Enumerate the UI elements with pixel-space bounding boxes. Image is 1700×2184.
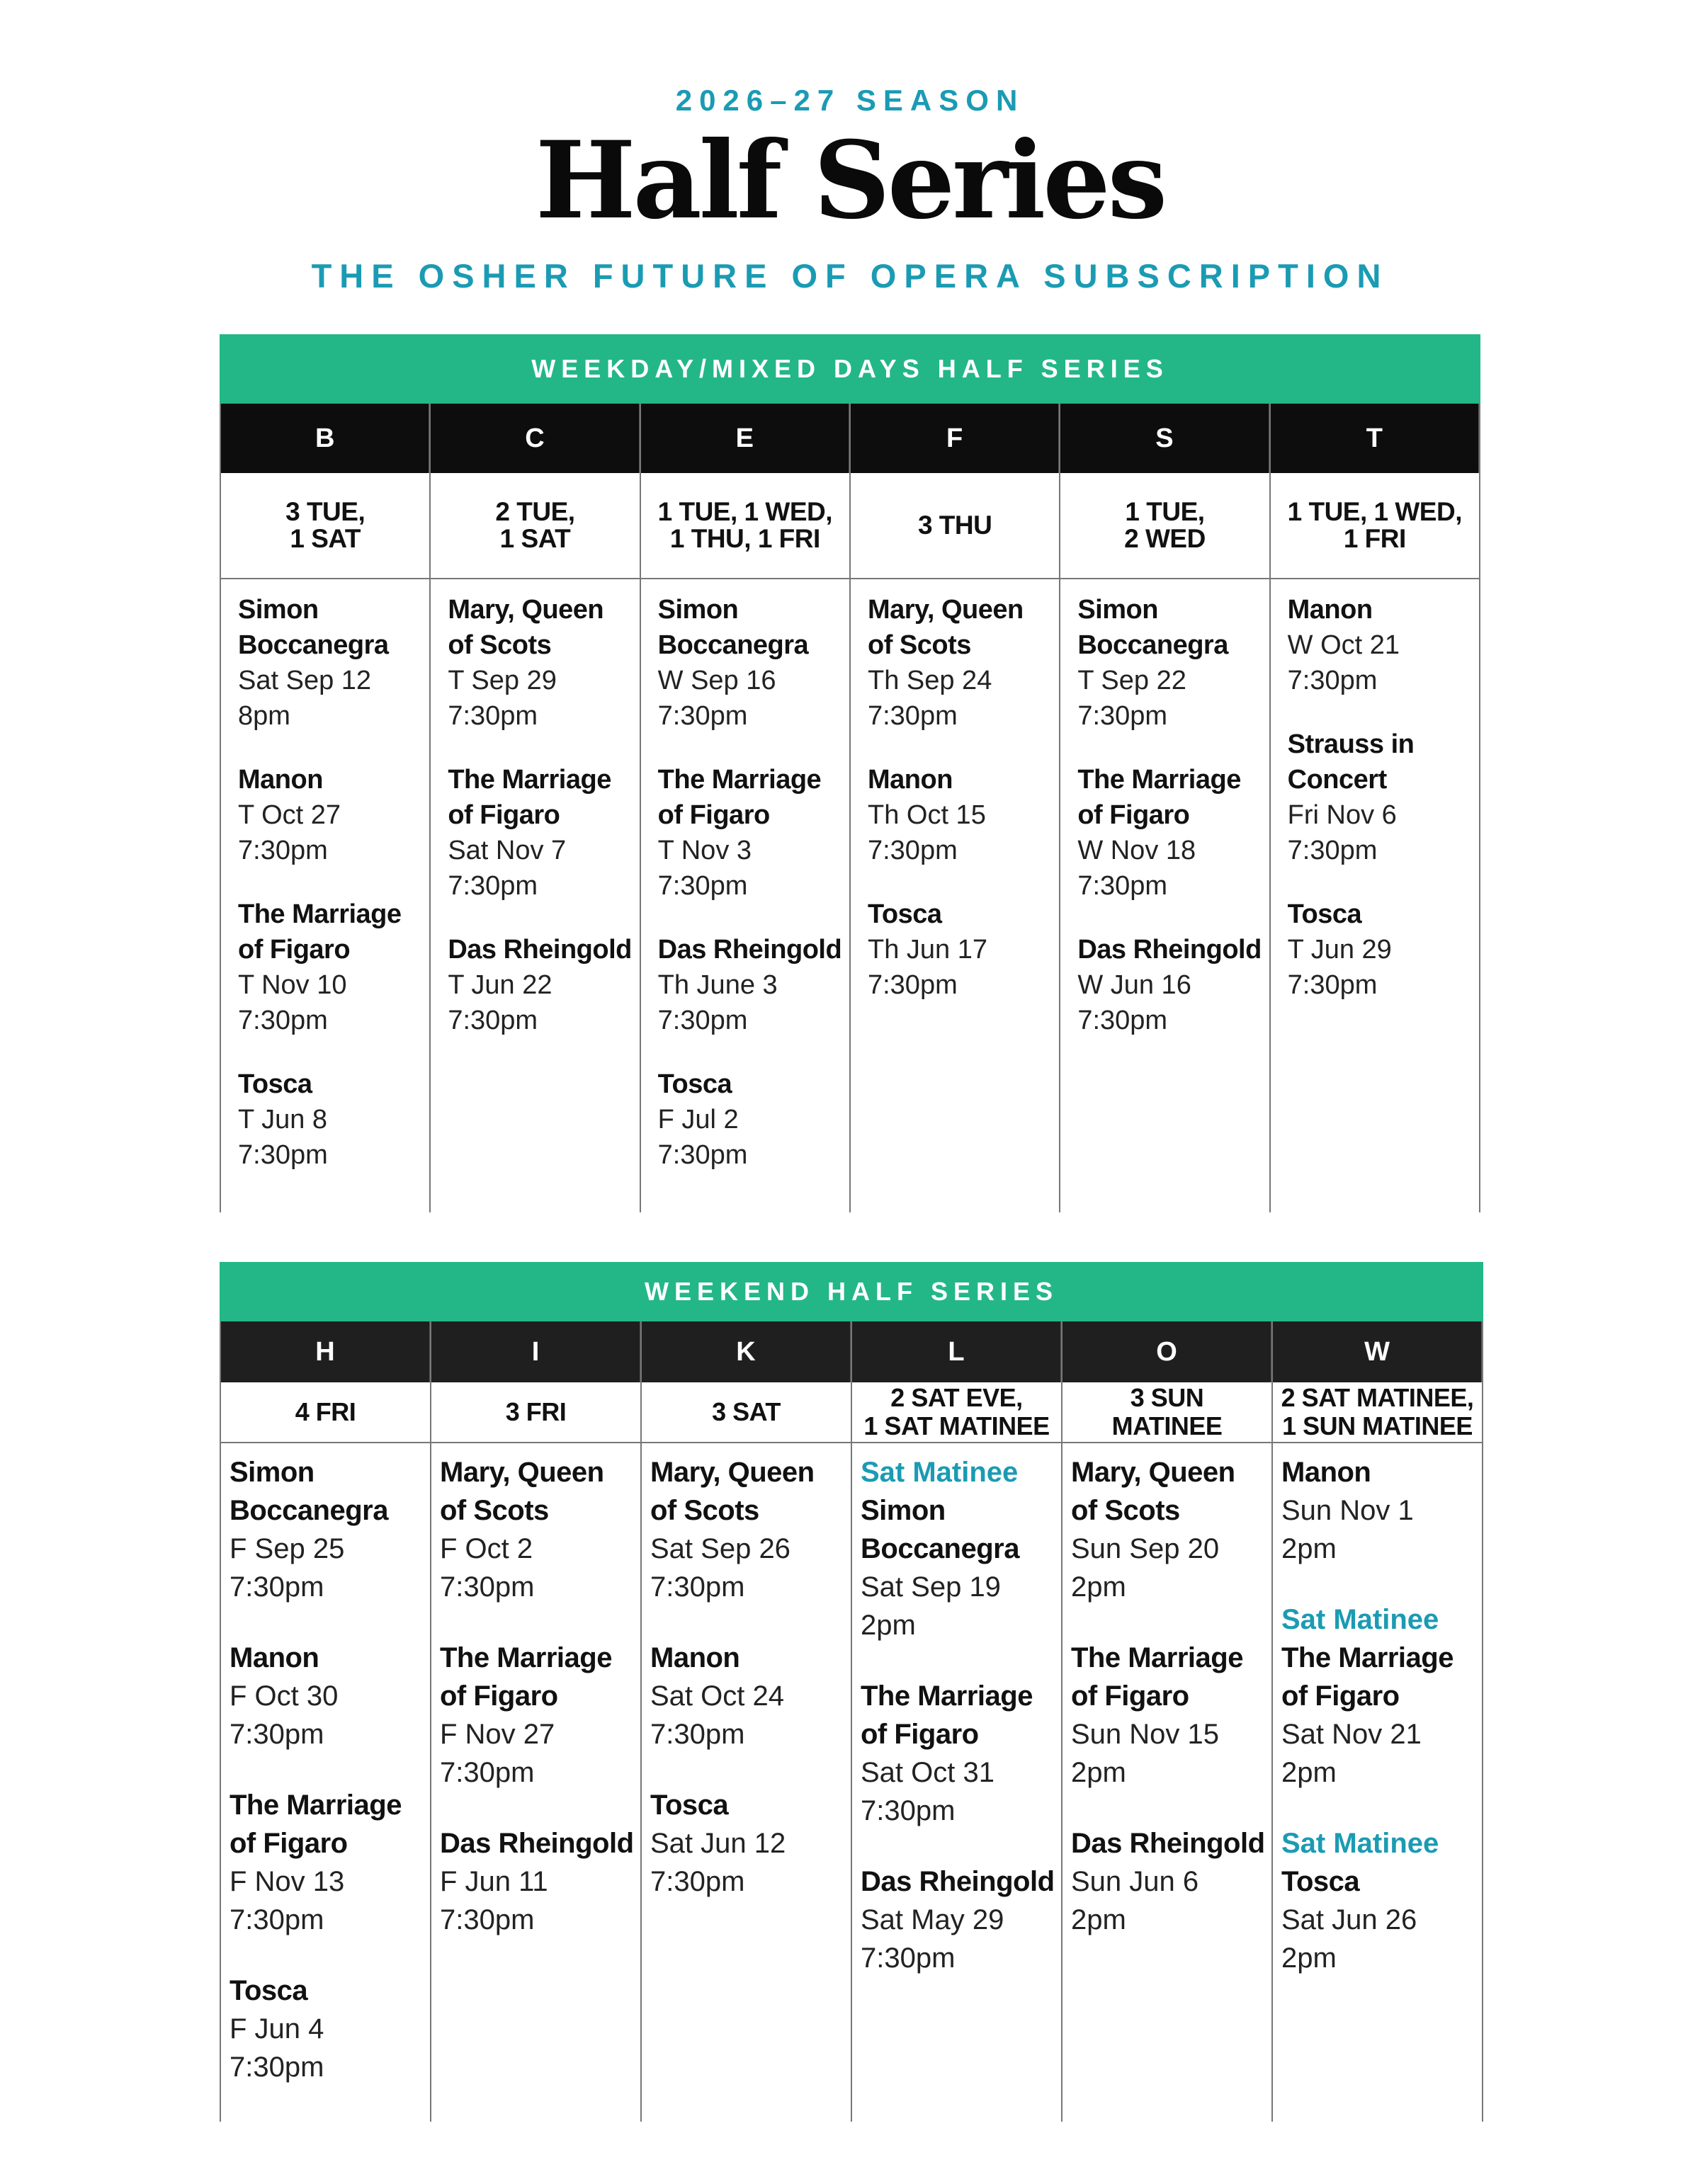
series-column	[221, 1321, 431, 2122]
performance-item	[658, 592, 849, 734]
matinee-label: Sat Matinee	[1281, 1604, 1439, 1635]
opera-title: The Marriage of Figaro	[657, 765, 822, 830]
performance-time: 7:30pm	[230, 2052, 324, 2083]
performance-time: 2pm	[1281, 1533, 1337, 1564]
performance-time: 7:30pm	[1077, 1006, 1168, 1035]
performance-time: 7:30pm	[230, 1719, 324, 1750]
series-code: S	[1060, 404, 1269, 473]
performance-item	[440, 1639, 640, 1792]
performance-date: F Oct 2	[440, 1533, 533, 1564]
performance-time: 7:30pm	[657, 1006, 748, 1035]
performance-date: T Sep 22	[1077, 666, 1186, 695]
opera-title: Simon Boccanegra	[1077, 595, 1228, 660]
series-column	[1062, 1321, 1273, 2122]
opera-title: Simon Boccanegra	[230, 1457, 388, 1526]
performance-time: 7:30pm	[657, 871, 748, 901]
performance-time: 8pm	[238, 701, 290, 731]
performance-item	[868, 897, 1059, 1003]
performance-item	[1288, 897, 1479, 1003]
performance-date: F Jun 4	[230, 2013, 324, 2044]
performance-time: 7:30pm	[650, 1571, 745, 1603]
performance-date: T Jun 22	[448, 970, 552, 1000]
opera-title: The Marriage of Figaro	[1281, 1642, 1454, 1712]
series-column	[851, 404, 1060, 1212]
performance-time: 7:30pm	[867, 701, 958, 731]
performance-date: Sun Nov 1	[1281, 1495, 1414, 1526]
performance-item	[650, 1786, 851, 1901]
performance-date: T Jun 29	[1287, 935, 1392, 965]
performance-list	[641, 579, 849, 1212]
performance-item	[1281, 1453, 1482, 1568]
performance-time: 7:30pm	[230, 1904, 324, 1935]
performance-time: 7:30pm	[440, 1757, 535, 1788]
series-days: 3 THU	[851, 473, 1059, 579]
performance-time: 2pm	[1071, 1757, 1126, 1788]
opera-title: Tosca	[238, 1069, 312, 1099]
performance-date: W Jun 16	[1077, 970, 1191, 1000]
series-days: 2 SAT EVE, 1 SAT MATINEE	[852, 1382, 1061, 1443]
performance-time: 2pm	[1071, 1571, 1126, 1603]
performance-date: Th Jun 17	[867, 935, 987, 965]
performance-time: 7:30pm	[448, 1006, 538, 1035]
performance-item	[1288, 727, 1479, 868]
performance-item	[658, 932, 849, 1038]
series-column	[852, 1321, 1062, 2122]
performance-time: 7:30pm	[238, 836, 328, 865]
performance-list	[642, 1443, 851, 2122]
performance-time: 7:30pm	[861, 1943, 956, 1974]
opera-title: Manon	[238, 765, 323, 795]
performance-date: T Sep 29	[448, 666, 557, 695]
opera-title: The Marriage of Figaro	[1077, 765, 1241, 830]
performance-item	[658, 1067, 849, 1173]
performance-item	[650, 1639, 851, 1753]
series-days: 2 TUE, 1 SAT	[431, 473, 639, 579]
performance-date: Fri Nov 6	[1287, 800, 1397, 830]
performance-date: F Jun 11	[440, 1866, 548, 1897]
page-subtitle: THE OSHER FUTURE OF OPERA SUBSCRIPTION	[311, 257, 1389, 295]
performance-time: 7:30pm	[448, 871, 538, 901]
performance-item	[861, 1677, 1061, 1830]
performance-date: W Oct 21	[1287, 630, 1400, 660]
performance-time: 7:30pm	[861, 1795, 956, 1826]
opera-title: Tosca	[1281, 1866, 1360, 1897]
performance-time: 2pm	[1071, 1904, 1126, 1935]
opera-title: Simon Boccanegra	[238, 595, 389, 660]
performance-date: Sat Sep 26	[650, 1533, 790, 1564]
performance-time: 7:30pm	[867, 970, 958, 1000]
performance-date: F Nov 27	[440, 1719, 555, 1750]
opera-title: Manon	[230, 1642, 319, 1673]
performance-item	[1288, 592, 1479, 698]
opera-title: Manon	[1281, 1457, 1371, 1488]
performance-time: 7:30pm	[657, 1140, 748, 1170]
opera-title: Mary, Queen of Scots	[448, 595, 604, 660]
performance-list	[221, 1443, 430, 2122]
opera-title: Das Rheingold	[440, 1828, 634, 1859]
series-code: H	[221, 1321, 430, 1382]
matinee-label: Sat Matinee	[861, 1457, 1019, 1488]
performance-list	[1271, 579, 1479, 1212]
opera-title: Tosca	[1287, 899, 1362, 929]
opera-title: Das Rheingold	[657, 935, 842, 965]
series-days: 3 FRI	[431, 1382, 640, 1443]
series-days: 4 FRI	[221, 1382, 430, 1443]
opera-title: The Marriage of Figaro	[238, 899, 402, 965]
performance-date: F Oct 30	[230, 1680, 339, 1712]
performance-date: Sat Oct 31	[861, 1757, 994, 1788]
performance-date: Sun Jun 6	[1071, 1866, 1199, 1897]
series-code: O	[1062, 1321, 1271, 1382]
performance-item	[448, 592, 639, 734]
performance-date: Sat Jun 12	[650, 1828, 786, 1859]
performance-date: F Jul 2	[657, 1105, 739, 1134]
performance-item	[238, 762, 429, 868]
performance-time: 7:30pm	[1077, 871, 1168, 901]
performance-item	[238, 897, 429, 1038]
weekend-columns	[220, 1321, 1483, 2122]
opera-title: Tosca	[657, 1069, 732, 1099]
performance-item	[658, 762, 849, 904]
performance-list	[1060, 579, 1269, 1212]
performance-time: 2pm	[1281, 1757, 1337, 1788]
performance-date: Sat May 29	[861, 1904, 1004, 1935]
opera-title: Manon	[867, 765, 953, 795]
performance-date: Sun Nov 15	[1071, 1719, 1220, 1750]
opera-title: Das Rheingold	[1077, 935, 1262, 965]
performance-item	[238, 592, 429, 734]
series-code: W	[1273, 1321, 1482, 1382]
series-days: 1 TUE, 2 WED	[1060, 473, 1269, 579]
opera-title: Das Rheingold	[1071, 1828, 1265, 1859]
performance-item	[1077, 932, 1269, 1038]
weekend-schedule-table	[220, 1262, 1483, 2122]
performance-item	[650, 1453, 851, 1606]
opera-title: The Marriage of Figaro	[440, 1642, 612, 1712]
series-days: 3 TUE, 1 SAT	[221, 473, 429, 579]
performance-list	[431, 579, 639, 1212]
series-code: I	[431, 1321, 640, 1382]
series-code: B	[221, 404, 429, 473]
performance-list	[1273, 1443, 1482, 2122]
opera-title: Mary, Queen of Scots	[867, 595, 1024, 660]
performance-item	[440, 1453, 640, 1606]
performance-time: 7:30pm	[1077, 701, 1168, 731]
performance-time: 7:30pm	[440, 1571, 535, 1603]
series-column	[431, 404, 640, 1212]
series-column	[641, 404, 851, 1212]
performance-item	[1071, 1639, 1271, 1792]
performance-item	[861, 1862, 1061, 1977]
performance-list	[851, 579, 1059, 1212]
performance-date: Sat Nov 21	[1281, 1719, 1422, 1750]
performance-item	[1071, 1824, 1271, 1939]
performance-date: Sat Oct 24	[650, 1680, 784, 1712]
performance-item	[1077, 592, 1269, 734]
performance-item	[448, 932, 639, 1038]
performance-item	[238, 1067, 429, 1173]
performance-item	[868, 592, 1059, 734]
weekday-schedule-table	[220, 334, 1480, 1212]
opera-title: Strauss in Concert	[1287, 729, 1415, 795]
performance-date: W Sep 16	[657, 666, 776, 695]
opera-title: The Marriage of Figaro	[448, 765, 611, 830]
performance-time: 7:30pm	[1287, 836, 1378, 865]
performance-date: Th Sep 24	[867, 666, 992, 695]
series-code: C	[431, 404, 639, 473]
series-code: L	[852, 1321, 1061, 1382]
performance-list	[1062, 1443, 1271, 2122]
performance-date: T Oct 27	[238, 800, 341, 830]
series-column	[221, 404, 431, 1212]
performance-date: Th Oct 15	[867, 800, 986, 830]
weekend-band-heading: WEEKEND HALF SERIES	[220, 1262, 1483, 1321]
series-code: T	[1271, 404, 1479, 473]
series-days: 2 SAT MATINEE, 1 SUN MATINEE	[1273, 1382, 1482, 1443]
opera-title: Mary, Queen of Scots	[1071, 1457, 1235, 1526]
performance-date: Sat Sep 12	[238, 666, 372, 695]
performance-time: 7:30pm	[230, 1571, 324, 1603]
opera-title: Das Rheingold	[861, 1866, 1055, 1897]
weekday-band-heading: WEEKDAY/MIXED DAYS HALF SERIES	[220, 334, 1480, 404]
performance-item	[448, 762, 639, 904]
performance-time: 2pm	[861, 1610, 916, 1641]
performance-time: 7:30pm	[650, 1719, 745, 1750]
performance-date: F Nov 13	[230, 1866, 345, 1897]
performance-list	[852, 1443, 1061, 2122]
performance-item	[1077, 762, 1269, 904]
performance-time: 7:30pm	[448, 701, 538, 731]
performance-time: 2pm	[1281, 1943, 1337, 1974]
performance-item	[868, 762, 1059, 868]
series-days: 1 TUE, 1 WED, 1 FRI	[1271, 473, 1479, 579]
performance-item	[1281, 1824, 1482, 1977]
performance-item	[230, 1786, 430, 1939]
performance-time: 7:30pm	[440, 1904, 535, 1935]
performance-date: T Nov 3	[657, 836, 752, 865]
opera-title: Tosca	[230, 1975, 308, 2006]
performance-date: Sat Sep 19	[861, 1571, 1001, 1603]
performance-time: 7:30pm	[1287, 666, 1378, 695]
performance-item	[440, 1824, 640, 1939]
weekday-columns	[220, 404, 1480, 1212]
performance-time: 7:30pm	[867, 836, 958, 865]
series-code: F	[851, 404, 1059, 473]
series-column	[1271, 404, 1480, 1212]
performance-list	[221, 579, 429, 1212]
performance-time: 7:30pm	[238, 1006, 328, 1035]
opera-title: Mary, Queen of Scots	[650, 1457, 815, 1526]
series-code: K	[642, 1321, 851, 1382]
series-code: E	[641, 404, 849, 473]
opera-title: Mary, Queen of Scots	[440, 1457, 604, 1526]
performance-item	[230, 1639, 430, 1753]
series-column	[1273, 1321, 1483, 2122]
opera-title: Das Rheingold	[448, 935, 632, 965]
performance-date: W Nov 18	[1077, 836, 1196, 865]
performance-time: 7:30pm	[650, 1866, 745, 1897]
opera-title: The Marriage of Figaro	[230, 1790, 402, 1859]
series-days: 3 SAT	[642, 1382, 851, 1443]
opera-title: The Marriage of Figaro	[861, 1680, 1033, 1750]
series-column	[642, 1321, 852, 2122]
season-label: 2026–27 SEASON	[675, 84, 1025, 117]
performance-date: F Sep 25	[230, 1533, 345, 1564]
series-days: 3 SUN MATINEE	[1062, 1382, 1271, 1443]
performance-date: Th June 3	[657, 970, 778, 1000]
performance-time: 7:30pm	[1287, 970, 1378, 1000]
series-days: 1 TUE, 1 WED, 1 THU, 1 FRI	[641, 473, 849, 579]
opera-title: Manon	[650, 1642, 740, 1673]
performance-item	[230, 1972, 430, 2086]
performance-list	[431, 1443, 640, 2122]
opera-title: Simon Boccanegra	[657, 595, 809, 660]
performance-time: 7:30pm	[238, 1140, 328, 1170]
page-title: Half Series	[535, 118, 1165, 243]
series-column	[1060, 404, 1270, 1212]
opera-title: Simon Boccanegra	[861, 1495, 1019, 1564]
performance-date: T Jun 8	[238, 1105, 328, 1134]
performance-date: T Nov 10	[238, 970, 347, 1000]
performance-item	[1071, 1453, 1271, 1606]
performance-date: Sat Jun 26	[1281, 1904, 1417, 1935]
performance-time: 7:30pm	[657, 701, 748, 731]
performance-item	[861, 1453, 1061, 1644]
series-column	[431, 1321, 642, 2122]
performance-date: Sat Nov 7	[448, 836, 567, 865]
performance-date: Sun Sep 20	[1071, 1533, 1220, 1564]
matinee-label: Sat Matinee	[1281, 1828, 1439, 1859]
opera-title: The Marriage of Figaro	[1071, 1642, 1243, 1712]
opera-title: Tosca	[867, 899, 942, 929]
performance-item	[230, 1453, 430, 1606]
opera-title: Tosca	[650, 1790, 729, 1821]
opera-title: Manon	[1287, 595, 1373, 625]
performance-item	[1281, 1600, 1482, 1792]
